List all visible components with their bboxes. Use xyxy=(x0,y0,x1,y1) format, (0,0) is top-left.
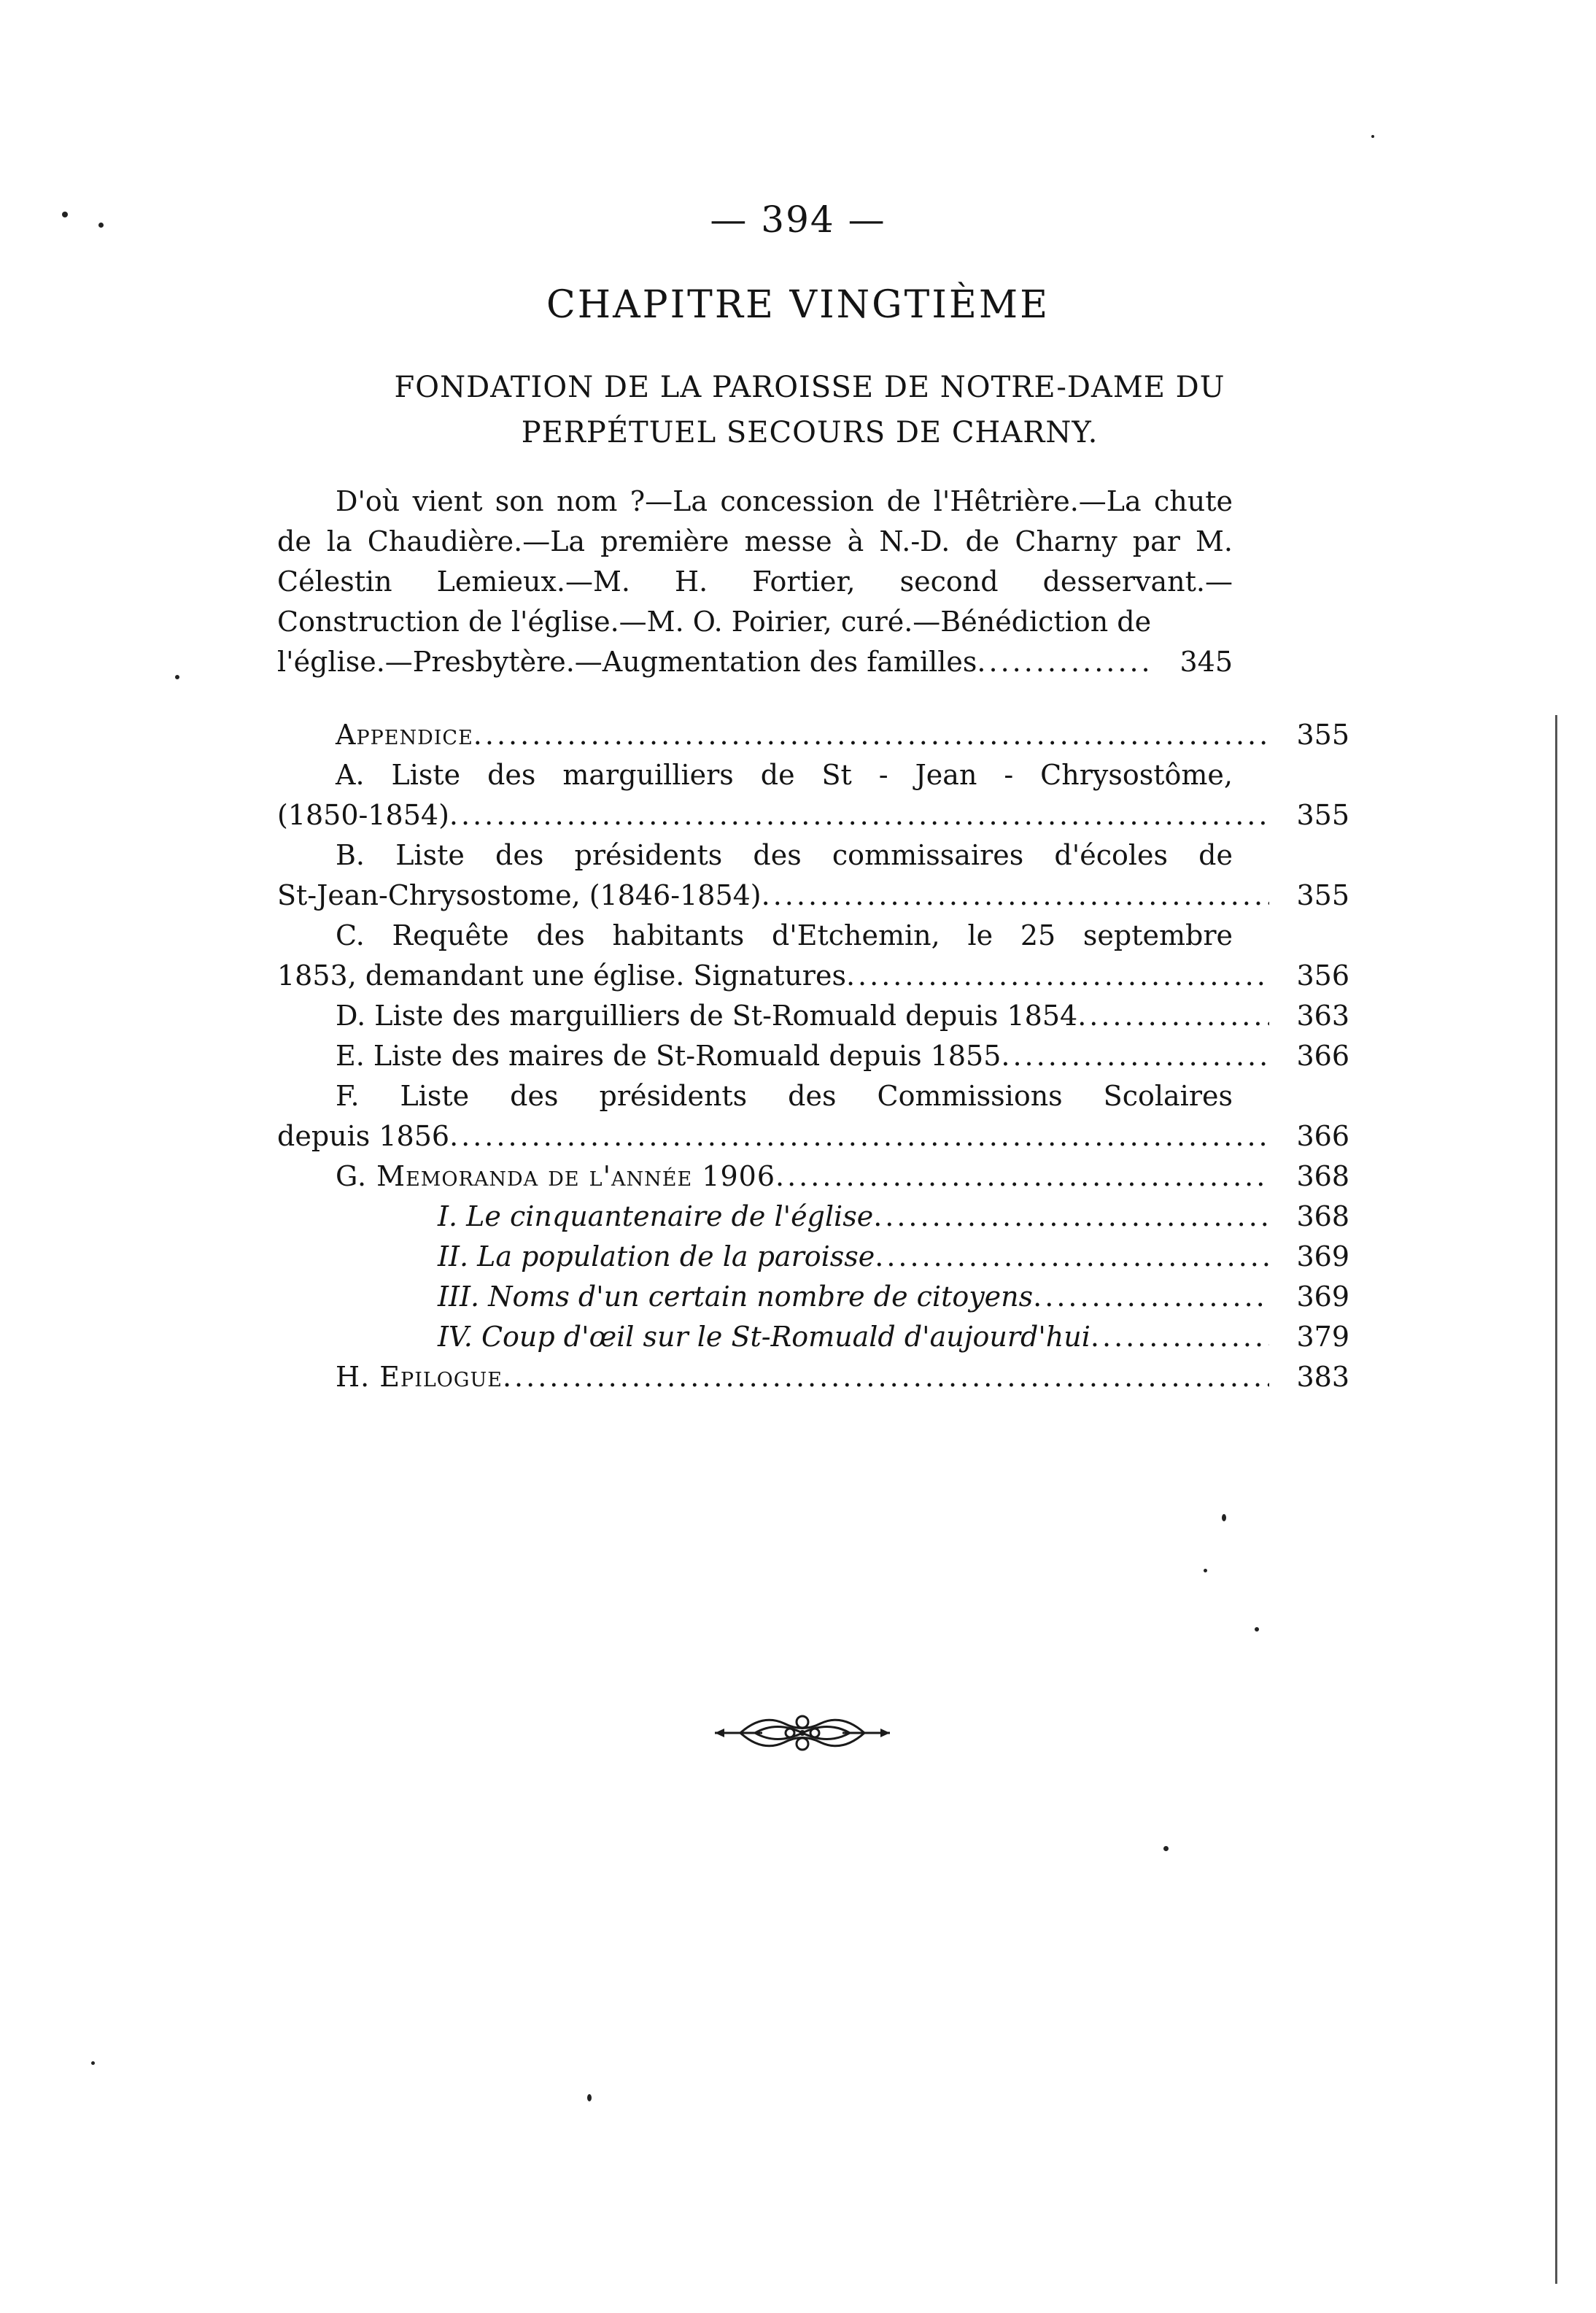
dot-leader xyxy=(1077,996,1269,1036)
dot-leader xyxy=(977,642,1153,682)
chapter-title: CHAPITRE VINGTIÈME xyxy=(546,283,1050,327)
print-speck xyxy=(98,223,104,228)
entry-a-page: 355 xyxy=(1296,799,1349,831)
dot-leader xyxy=(1091,1317,1269,1357)
dot-leader xyxy=(846,956,1269,996)
entry-h-row xyxy=(277,1357,1349,1397)
entry-g4-text: IV. Coup d'œil sur le St-Romuald d'aujourd'hui xyxy=(438,1321,1091,1353)
entry-h-text: H. Epilogue xyxy=(336,1361,503,1393)
entry-g3-text: III. Noms d'un certain nombre de citoyens xyxy=(438,1281,1034,1313)
print-speck xyxy=(62,212,68,217)
chapter-subtitle xyxy=(321,365,1298,455)
summary-tail-row xyxy=(277,642,1233,682)
dot-leader xyxy=(775,1156,1269,1197)
entry-g1-text: I. Le cinquantenaire de l'église xyxy=(438,1200,874,1232)
chapter-subtitle-line-1: FONDATION DE LA PAROISSE DE NOTRE-DAME DU xyxy=(394,371,1225,404)
entry-f-page: 366 xyxy=(1296,1120,1349,1152)
dot-leader xyxy=(1001,1036,1269,1076)
entry-e-row xyxy=(277,1036,1349,1076)
page-number: — 394 — xyxy=(710,198,886,241)
dot-leader xyxy=(449,795,1269,835)
entry-d-page: 363 xyxy=(1296,1000,1349,1032)
dot-leader xyxy=(873,1197,1269,1237)
entry-g3-page: 369 xyxy=(1296,1281,1349,1313)
entry-c-row xyxy=(277,956,1349,996)
entry-f-line1: F. Liste des présidents des Commissions Scolaires xyxy=(336,1080,1233,1112)
appendix-header-row xyxy=(277,715,1349,755)
entry-g2-text: II. La population de la paroisse xyxy=(438,1240,875,1273)
print-speck xyxy=(1163,1846,1169,1851)
summary-text: D'où vient son nom ?—La concession de l'Hêtrière.—La chute de la Chaudière.—La première messe à N.-D. de Charny par M. Célestin Lemieux.—M. H. Fortier, second desservant.— Construction de l'église.—M. O. Poirier, curé.—Bénédiction de xyxy=(277,485,1233,638)
entry-g4-page: 379 xyxy=(1296,1321,1349,1353)
appendix-header-page: 355 xyxy=(1296,719,1349,751)
entry-g-page: 368 xyxy=(1296,1160,1349,1192)
print-speck xyxy=(91,2061,95,2065)
entry-f-line2: depuis 1856 xyxy=(277,1120,450,1152)
entry-a-row xyxy=(277,795,1349,835)
summary-page: 345 xyxy=(1179,646,1233,678)
entry-g-text: G. Memoranda de l'année 1906 xyxy=(336,1160,776,1192)
dot-leader xyxy=(473,715,1269,755)
entry-g1-page: 368 xyxy=(1296,1200,1349,1232)
entry-a-line1: A. Liste des marguilliers de St - Jean - Chrysostôme, xyxy=(336,759,1233,791)
dot-leader xyxy=(449,1116,1269,1156)
dot-leader xyxy=(875,1237,1269,1277)
chapter-subtitle-line-2: PERPÉTUEL SECOURS DE CHARNY. xyxy=(521,416,1099,449)
dot-leader xyxy=(503,1357,1269,1397)
entry-a-line2: (1850-1854) xyxy=(277,799,449,831)
entry-g2-row xyxy=(277,1237,1349,1277)
entry-g-row xyxy=(277,1156,1349,1197)
print-speck xyxy=(1255,1627,1259,1632)
entry-d-text: D. Liste des marguilliers de St-Romuald depuis 1854 xyxy=(336,1000,1078,1032)
entry-b-line1: B. Liste des présidents des commissaires d'écoles de xyxy=(336,839,1233,871)
dot-leader xyxy=(762,876,1269,916)
entry-g4-row xyxy=(277,1317,1349,1357)
tailpiece-ornament xyxy=(711,1707,894,1758)
entry-e-text: E. Liste des maires de St-Romuald depuis 1855 xyxy=(336,1040,1002,1072)
entry-c-line2: 1853, demandant une église. Signatures xyxy=(277,959,846,992)
entry-b-row xyxy=(277,876,1349,916)
entry-g3-row xyxy=(277,1277,1349,1317)
entry-g2-page: 369 xyxy=(1296,1240,1349,1273)
entry-d-row xyxy=(277,996,1349,1036)
dot-leader xyxy=(1033,1277,1269,1317)
entry-c-page: 356 xyxy=(1296,959,1349,992)
entry-c-line1: C. Requête des habitants d'Etchemin, le 25 septembre xyxy=(336,919,1233,951)
page-edge-shadow xyxy=(1552,715,1561,2284)
entry-f-row xyxy=(277,1116,1349,1156)
print-speck xyxy=(175,675,179,679)
entry-g1-row xyxy=(277,1197,1349,1237)
print-speck xyxy=(1371,135,1374,138)
entry-b-line2: St-Jean-Chrysostome, (1846-1854) xyxy=(277,879,762,911)
print-speck xyxy=(1222,1514,1226,1521)
entry-h-page: 383 xyxy=(1296,1361,1349,1393)
appendix-list xyxy=(277,715,1349,1397)
chapter-summary xyxy=(277,482,1233,682)
entry-b-page: 355 xyxy=(1296,879,1349,911)
entry-e-page: 366 xyxy=(1296,1040,1349,1072)
print-speck xyxy=(587,2094,592,2101)
print-speck xyxy=(1204,1569,1207,1572)
summary-tail-text: l'église.—Presbytère.—Augmentation des familles xyxy=(277,646,977,678)
appendix-header: Appendice xyxy=(336,719,473,751)
